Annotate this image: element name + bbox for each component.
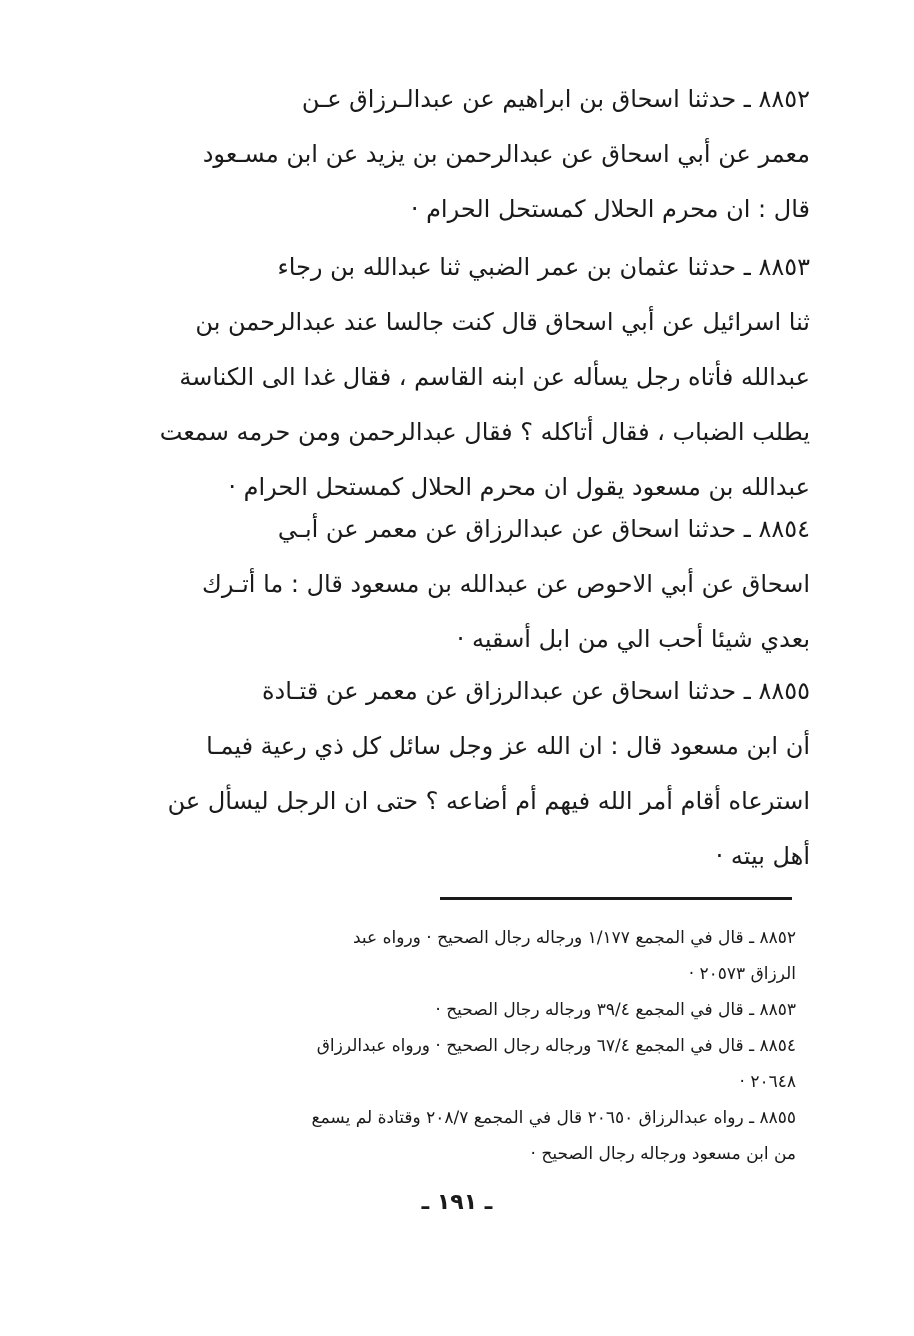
text-line: ٨٨٥٥ ـ حدثنا اسحاق عن عبدالرزاق عن معمر عن قتـادة: [261, 677, 810, 705]
text-line: معمر عن أبي اسحاق عن عبدالرحمن بن يزيد عن ابن مسـعود: [202, 140, 810, 168]
footnote-line: الرزاق ٢٠٥٧٣ ·: [688, 964, 796, 984]
text-line: ٨٨٥٤ ـ حدثنا اسحاق عن عبدالرزاق عن معمر عن أبـي: [277, 515, 810, 543]
footnote-8852: [84, 920, 796, 992]
hadith-8852: [92, 72, 810, 237]
footnote-line: ٨٨٥٢ ـ قال في المجمع ١/١٧٧ ورجاله رجال الصحيح · ورواه عبد: [353, 928, 796, 948]
footnote-8854: [84, 1028, 796, 1100]
page-number: ـ ١٩١ ـ: [421, 1190, 493, 1215]
text-line: عبدالله فأتاه رجل يسأله عن ابنه القاسم ، فقال غدا الى الكناسة: [179, 363, 810, 391]
hadith-8855: [92, 664, 810, 884]
footnote-line: من ابن مسعود ورجاله رجال الصحيح ·: [530, 1144, 796, 1164]
footnote-divider: [440, 897, 792, 900]
text-line: قال : ان محرم الحلال كمستحل الحرام ·: [410, 195, 810, 223]
footnote-line: ٨٨٥٤ ـ قال في المجمع ٦٧/٤ ورجاله رجال الصحيح · ورواه عبدالرزاق: [316, 1036, 796, 1056]
text-line: استرعاه أقام أمر الله فيهم أم أضاعه ؟ حتى ان الرجل ليسأل عن: [167, 787, 810, 815]
text-line: ٨٨٥٢ ـ حدثنا اسحاق بن ابراهيم عن عبدالـرزاق عـن: [301, 85, 810, 113]
hadith-8853: [92, 240, 810, 515]
footnotes: [84, 920, 796, 1172]
hadith-8854: [92, 502, 810, 667]
text-line: عبدالله بن مسعود يقول ان محرم الحلال كمستحل الحرام ·: [228, 473, 810, 501]
footnote-line: ٢٠٦٤٨ ·: [739, 1072, 796, 1092]
text-line: اسحاق عن أبي الاحوص عن عبدالله بن مسعود قال : ما أتـرك: [202, 570, 810, 598]
text-line: أهل بيته ·: [715, 842, 810, 870]
text-line: ثنا اسرائيل عن أبي اسحاق قال كنت جالسا عند عبدالرحمن بن: [195, 308, 810, 336]
footnote-line: ٨٨٥٥ ـ رواه عبدالرزاق ٢٠٦٥٠ قال في المجمع ٢٠٨/٧ وقتادة لم يسمع: [311, 1108, 796, 1128]
text-line: بعدي شيئا أحب الي من ابل أسقيه ·: [456, 625, 810, 653]
text-line: يطلب الضباب ، فقال أتاكله ؟ فقال عبدالرحمن ومن حرمه سمعت: [159, 418, 810, 446]
footnote-line: ٨٨٥٣ ـ قال في المجمع ٣٩/٤ ورجاله رجال الصحيح ·: [435, 1000, 796, 1020]
footnote-8855: [84, 1100, 796, 1172]
text-line: ٨٨٥٣ ـ حدثنا عثمان بن عمر الضبي ثنا عبدالله بن رجاء: [277, 253, 810, 281]
footnote-8853: [84, 992, 796, 1028]
text-line: أن ابن مسعود قال : ان الله عز وجل سائل كل ذي رعية فيمـا: [206, 732, 810, 760]
